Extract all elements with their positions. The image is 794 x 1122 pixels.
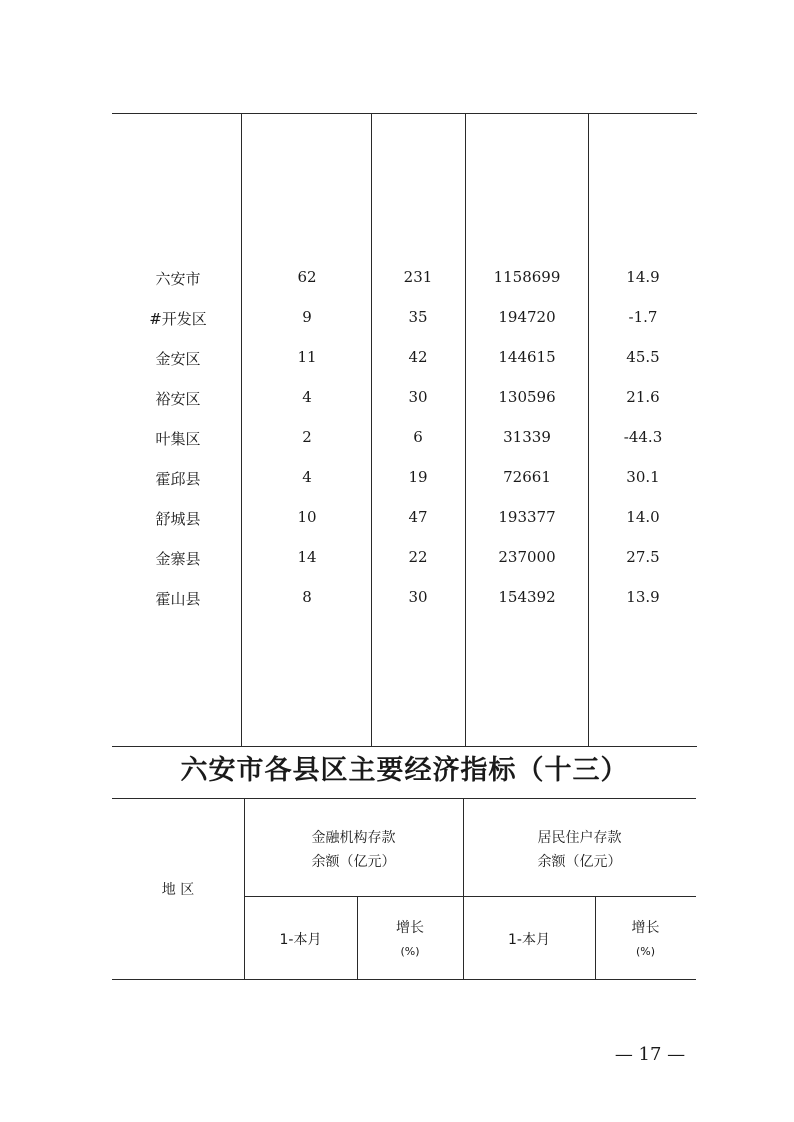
value-col-2: 19 [408,468,428,486]
region-name: 霍山县 [155,590,201,608]
value-col-3: 31339 [503,428,551,446]
household-period-header: 1-本月 [508,932,550,948]
value-col-2: 231 [403,268,433,286]
value-col-3: 193377 [498,508,556,526]
upper-table-bottom-rule [112,746,697,747]
value-col-2: 30 [408,588,428,606]
region-name: 舒城县 [155,510,201,528]
value-col-4: 27.5 [626,548,660,566]
value-col-3: 237000 [498,548,556,566]
value-col-1: 10 [297,508,317,526]
value-col-2: 42 [408,348,428,366]
value-col-3: 72661 [503,468,551,486]
deposit-growth-header: 增长 [396,920,424,936]
value-col-4: 14.0 [626,508,660,526]
value-col-1: 2 [302,428,312,446]
value-col-1: 62 [297,268,317,286]
region-name: 六安市 [155,270,201,288]
page-number: — 17 — [614,1044,686,1065]
value-col-2: 6 [413,428,423,446]
value-col-2: 22 [408,548,428,566]
value-col-4: 30.1 [626,468,660,486]
upper-table-col-divider-4 [588,113,589,746]
deposit-header-line2: 余额（亿元） [311,854,396,870]
region-name: 金寨县 [155,550,201,568]
value-col-3: 194720 [498,308,556,326]
region-name: 金安区 [155,350,201,368]
value-col-1: 8 [302,588,312,606]
value-col-2: 35 [408,308,428,326]
value-col-4: 45.5 [626,348,660,366]
deposit-period-header: 1-本月 [279,932,322,948]
region-name: 裕安区 [155,390,201,408]
value-col-1: 11 [297,348,317,366]
upper-table-col-divider-3 [465,113,466,746]
upper-table-top-rule [112,113,697,114]
value-col-1: 9 [302,308,312,326]
region-name: #开发区 [149,310,207,328]
value-col-4: 14.9 [626,268,660,286]
value-col-3: 144615 [498,348,556,366]
household-header-line1: 居民住户存款 [537,830,622,846]
value-col-2: 30 [408,388,428,406]
value-col-1: 4 [302,468,312,486]
value-col-4: -1.7 [628,308,658,326]
value-col-2: 47 [408,508,428,526]
household-growth-unit: (%) [635,945,656,958]
upper-table-col-divider-2 [371,113,372,746]
value-col-4: 21.6 [626,388,660,406]
value-col-1: 4 [302,388,312,406]
region-name: 叶集区 [155,430,201,448]
value-col-3: 1158699 [493,268,561,286]
region-header: 地 区 [161,882,195,898]
deposit-growth-unit: (%) [400,945,420,958]
deposit-header-line1: 金融机构存款 [311,830,396,846]
value-col-4: 13.9 [626,588,660,606]
value-col-3: 130596 [498,388,556,406]
value-col-4: -44.3 [623,428,663,446]
upper-table-col-divider-1 [241,113,242,746]
lower-table-subheader-rule [244,896,696,897]
lower-table-bottom-rule [112,979,696,980]
household-growth-header: 增长 [631,920,660,936]
household-header-line2: 余额（亿元） [537,854,622,870]
region-name: 霍邱县 [155,470,201,488]
table-title: 六安市各县区主要经济指标（十三） [180,755,629,786]
lower-table-top-rule [112,798,696,799]
value-col-3: 154392 [498,588,556,606]
value-col-1: 14 [297,548,317,566]
